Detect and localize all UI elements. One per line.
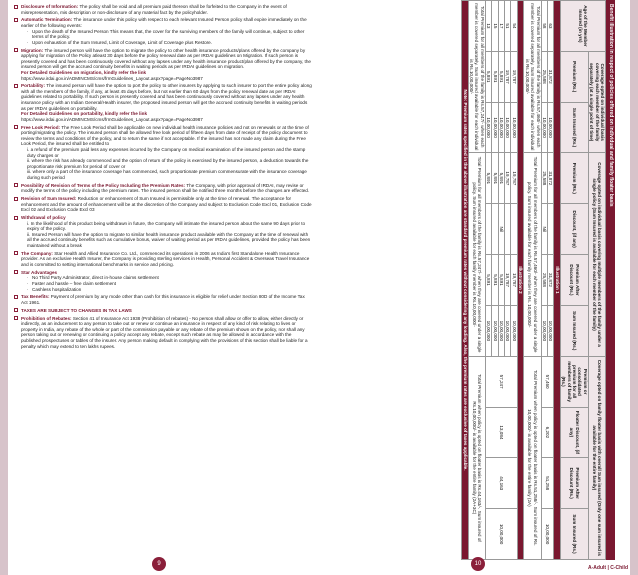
guideline-link-title: For Detailed Guidelines on portability, kindly refer the link (21, 111, 148, 117)
total-note: Total Premium for all members of the family is Rs.57,247/- when each member is covered separately. Sum insured available for each individual is Rs.10,00,000/- (468, 1, 485, 153)
term-section (14, 48, 312, 82)
table-cell: 58 (541, 1, 547, 52)
section-heading: Star Advantages (21, 269, 58, 275)
table-cell (505, 204, 511, 255)
note-row (462, 1, 468, 560)
table-cell: 17 (498, 1, 504, 52)
page-number-left: 9 (152, 557, 166, 571)
total-note: Total Premium for all members of the family is Rs.57,460/- when they are covered under a single policy. Sum insured available for each family member is Rs. 10,00,000/- (524, 153, 541, 356)
table-cell: 31,872 (547, 255, 553, 306)
section-heading: Possibility of Revision of Terms of the Policy Including the Premium Rates: (21, 182, 187, 188)
checkbox-icon (14, 125, 18, 129)
term-section (14, 308, 312, 314)
group-header: Coverage opted on individual basis covering each member of the family separately (at a single point of time) (588, 51, 605, 153)
table-cell: 5,891 (498, 255, 504, 306)
section-text: The insured person will have the option to migrate the policy to other health insurance products/plans offered by the company by applying for migration of the Policy atleast 30 days before the policy renewal date as per IRDAI guidelines on Migration. If such person is presently covered and has been continuously covered without any lapses under any health insurance product/plan offered by the company, the insured person will get the accrued continuity benefits in waiting periods as per IRDAI guidelines on migration. (21, 47, 311, 70)
illustration-band (517, 1, 523, 560)
total-note: Total Premium for all members of the family is Rs.57,247/- when they are covered under a single policy. Sum insured available for each family member is Rs.10,00,000/- (468, 153, 485, 356)
floater-cell: 57,247 (485, 356, 517, 407)
table-cell: 19,787 (505, 255, 511, 306)
table-row (511, 1, 517, 560)
floater-cell: 51,258 (541, 458, 554, 509)
table-cell: 5,891 (492, 255, 498, 306)
section-heading: Revision of Sum Insured: (21, 196, 78, 202)
col-header: Sum Insured (Rs.) (560, 102, 588, 153)
checkbox-icon (14, 197, 18, 201)
numbered-item: iii. where only a part of the insurance coverage has commenced, such proportionate premium commensurate with the insurance coverage during such period (27, 169, 307, 180)
term-section (14, 316, 312, 350)
term-section (14, 294, 312, 305)
total-note: Total Premium for all members of the family is Rs.57,460/- when each member is covered separately. Sum insured available for each individual is Rs.10,00,000/- (524, 1, 541, 153)
floater-cell: 44,163 (485, 458, 517, 509)
guideline-link[interactable]: https://www.irdai.gov.in/ADMINCMS/cms/frmGuidelines_Layout.aspx?page=PageNo3987 (21, 116, 203, 122)
col-header: Discount, (if any) (560, 204, 588, 255)
bullet-item: · Faster and hassle – free claim settlement (27, 281, 312, 287)
checkbox-icon (14, 295, 18, 299)
section-text: The insured person will have the option to port the policy to other insurers by applying to such insurer to port the entire policy along with all the members of the family, if any, at least 45 days before, but not earlier than 60 days from the policy renewal date as per IRDAI guidelines related to portability. If such person is presently covered and has been continuously covered without any lapses under any health insurance policy with an Indian General/Health insurer, the proposed insured person will get the accrued continuity benefits in waiting periods as per IRDAI guidelines on portability. (21, 83, 312, 111)
section-heading: Disclosure of Information: (21, 4, 80, 9)
section-text: Section 41 of Insurance Act 1938 (Prohibition of rebates) - No person shall allow or offer to allow, either directly or indirectly, as an inducement to any person to take out or renew or continue an insurance in respect of any kind of risk relating to lives or property in India, any rebate of the whole or part of the commission payable or any rebate of the premium shown on the policy, nor shall any person taking out or renewing or continuing a policy accept any rebate, except such rebate as may be allowed in accordance with the published prospectuses or tables of the insurer. Any person making default in complying with the provisions of this section shall be liable for a penalty which may extend to ten lakhs rupees. (21, 315, 308, 349)
col-header: Premium or consolidated premium for all members of family (Rs.) (560, 356, 588, 407)
table-cell: 13 (485, 1, 491, 52)
table-cell: 10,00,000 (505, 102, 511, 153)
right-page (319, 0, 638, 575)
checkbox-icon (14, 270, 18, 274)
term-section (14, 183, 312, 194)
section-heading: Migration: (21, 47, 45, 53)
table-cell: 31,872 (547, 153, 553, 204)
table-cell: 19,787 (505, 153, 511, 204)
term-section (14, 4, 312, 15)
table-cell: 15 (492, 1, 498, 52)
page-number-right: 10 (471, 557, 485, 571)
bullet-item: · Upon the death of the Insured Person This means that, the cover for the surviving members of the family will continue, subject to other terms of the policy. (27, 29, 312, 40)
checkbox-icon (14, 308, 18, 312)
policy-terms-list (14, 4, 312, 351)
table-cell: 10,00,000 (547, 305, 553, 356)
table-cell: 63 (547, 1, 553, 52)
table-cell: 5,891 (485, 51, 491, 102)
checkbox-icon (14, 316, 18, 320)
table-cell: 19,787 (511, 51, 517, 102)
totals-row (468, 1, 485, 560)
table-cell: 10,00,000 (541, 305, 547, 356)
table-cell: 5,891 (498, 51, 504, 102)
table-cell: 10,00,000 (492, 102, 498, 153)
col-header: Premium (Rs.) (560, 51, 588, 102)
illustration-label: Illustration 1 (554, 1, 560, 560)
section-heading: Automatic Termination: (21, 17, 74, 23)
premium-note: Note: Premium rates specified in the above illustration are standard premium rates without considering any loading. Also, the premium rates are exclusive of taxes applicable. (462, 1, 468, 560)
illustration-label: Illustration 2 (517, 1, 523, 560)
right-decor-bar (630, 0, 638, 575)
table-cell: 10,00,000 (511, 102, 517, 153)
col-header: Age of the Member Insured (in yrs) (560, 1, 605, 52)
term-section (14, 83, 312, 122)
floater-cell: 6,202 (541, 407, 554, 458)
col-header: Sum Insured (Rs.) (560, 305, 588, 356)
table-cell (511, 204, 517, 255)
table-cell: 10,00,000 (492, 305, 498, 356)
table-cell: Nil (541, 204, 547, 255)
col-header: Premium (Rs.) (560, 153, 588, 204)
col-header: Premium After Discount (Rs.) (560, 255, 588, 306)
table-cell: 10,00,000 (498, 102, 504, 153)
table-cell: Nil (498, 204, 504, 255)
col-header: Premium After Discount (Rs.) (560, 458, 588, 509)
checkbox-icon (14, 84, 18, 88)
section-text: The Company, with prior approval of IRDAI, may revise or modify the terms of the policy including the premium rates. The insured person shall be notified three months before the changes are effected. (21, 182, 310, 194)
table-cell: 25,588 (541, 153, 547, 204)
term-section (14, 251, 312, 268)
section-heading: Portability: (21, 83, 47, 89)
floater-cell: 13,084 (485, 407, 517, 458)
table-cell: 5,891 (492, 153, 498, 204)
term-section (14, 125, 312, 181)
term-section (14, 196, 312, 213)
term-section (14, 17, 312, 45)
section-text: The policy shall be void and all premium paid thereon shall be forfeited to the Company in the event of misrepresentation, mis description or non-disclosure of any material fact by the policyholder. (21, 4, 287, 15)
section-heading: TAXES ARE SUBJECT TO CHANGES IN TAX LAWS (21, 307, 132, 313)
table-cell: 5,891 (485, 153, 491, 204)
section-text: The insurance under this policy with respect to each relevant Insured Person policy shall expire immediately on the earlier of the following events: (21, 17, 307, 28)
section-text: Payment of premium by any mode other than cash for this insurance is eligible for relief under Section 80D of the Income Tax Act 1961. (21, 294, 305, 305)
numbered-item: ii. where the risk has already commenced and the option of return of the policy is exercised by the insured person, a deduction towards the proportionate risk premium for period of cover or (27, 158, 309, 169)
numbered-item: i. a refund of the premium paid less any expenses incurred by the Company on medical examination of the insured person and the stamp duty charges or (27, 147, 306, 158)
table-cell: 54 (511, 1, 517, 52)
checkbox-icon (14, 48, 18, 52)
table-cell (547, 204, 553, 255)
table-cell: 10,00,000 (505, 305, 511, 356)
guideline-link[interactable]: https://www.irdai.gov.in/ADMINCMS/cms/frmGuidelines_Layout.aspx?page=PageNo3987 (21, 75, 203, 81)
table-cell: 10,00,000 (511, 305, 517, 356)
illustration-table (461, 0, 606, 560)
illustration-band (554, 1, 560, 560)
floater-cell: 57,460 (541, 356, 554, 407)
table-cell: 10,00,000 (547, 102, 553, 153)
table-cell (492, 204, 498, 255)
section-heading: Free Look Period: (21, 124, 62, 130)
checkbox-icon (14, 18, 18, 22)
numbered-item: i. In the likelihood of this product being withdrawn in future, the Company will intimate the insured person about the same 90 days prior to expiry of the policy. (27, 220, 306, 232)
term-section (14, 270, 312, 292)
checkbox-icon (14, 183, 18, 187)
floater-cell: 10,00,000 (541, 509, 554, 560)
table-cell: 19,787 (505, 51, 511, 102)
table-cell (485, 204, 491, 255)
table-cell: 10,00,000 (485, 305, 491, 356)
section-heading: The Company: (21, 250, 55, 256)
table-cell: 5,891 (485, 255, 491, 306)
group-header: Coverage opted on individual basis covering multiple members of the family under a single policy (Sum Insured is available for each member of the family) (588, 153, 605, 356)
table-cell: 10,00,000 (485, 102, 491, 153)
checkbox-icon (14, 5, 18, 9)
table-row (547, 1, 553, 560)
table-cell: 5,891 (492, 51, 498, 102)
bullet-item: · Cashless hospitalization (27, 287, 312, 293)
col-header: Floater Discount, (if any) (560, 407, 588, 458)
table-cell: 25,588 (541, 51, 547, 102)
table-cell: 5,891 (498, 153, 504, 204)
bullet-item: · No Third Party Administrator, direct in-house claims settlement (27, 275, 312, 281)
section-heading: Withdrawal of policy (21, 215, 66, 221)
totals-row (524, 1, 541, 560)
guideline-link-title: For Detailed Guidelines on migration, kindly refer the link (21, 69, 147, 75)
illustration-title: Benefit illustration in respect of policies offered on individual and family floater basis (606, 0, 615, 560)
section-heading: Prohibition of Rebates: (21, 315, 73, 321)
table-cell: 10,00,000 (541, 102, 547, 153)
term-section (14, 215, 312, 249)
table-cell: 19,787 (511, 255, 517, 306)
col-header: Sum Insured (Rs.) (560, 509, 588, 560)
benefit-illustration (319, 0, 615, 560)
table-cell: 10,00,000 (498, 305, 504, 356)
age-code-legend: A-Adult | C-Child (588, 565, 628, 571)
floater-cell: 10,00,000 (485, 509, 517, 560)
column-header-row (560, 1, 588, 560)
table-cell: 19,787 (511, 153, 517, 204)
section-text: Star Health and Allied Insurance Co. Ltd., commenced its operations in 2006 as India's first Standalone Health Insurance provider. As an exclusive Health Insurer, the Company is providing sterling services in Health, Personal Accident & Overseas Travel Insurance and is committed to setting international benchmarks in service and pricing. (21, 250, 310, 268)
table-cell: 31,872 (547, 51, 553, 102)
total-note: Total Premium when policy is opted on floater basis is Rs.44,163/-. Sum insured of Rs.10,00,000/- is available for the entire family (2A+3C) (468, 356, 485, 559)
left-decor-bar (0, 0, 8, 575)
bullet-item: · Upon exhaustion of the Sum Insured, Limit of Coverage, Limit of Coverage plus Restore. (27, 40, 312, 46)
section-heading: Tax Benefits: (21, 294, 51, 300)
checkbox-icon (14, 251, 18, 255)
section-text: The Free Look Period shall be applicable on new individual health insurance policies and not on renewals or at the time of porting/migrating the policy. The insured person shall be allowed free look period of fifteen days from date of receipt of the policy document to review the terms and conditions of the policy, and to return the same if not acceptable. If the insured has not made any claim during the Free Look Period, the insured shall be entitled to (21, 124, 309, 147)
group-header: Coverage opted on family floater basis with overall Sum insured (Only one sum insured is available for the entire family) (588, 356, 605, 559)
section-text: Reduction or enhancement of Sum Insured is permissible only at the time of renewal. The acceptance for enhancement and the amount of enhancement will be at the discretion of the Company and subject to Exclusion Code Excl 01, Exclusion Code Excl 02 and Exclusion Code Excl 03 (21, 196, 312, 213)
total-note: Total Premium when policy is opted on floater basis is Rs.51,258/-. Sum insured of Rs. 10,00,000/- is available for the entire family (2A) (524, 356, 541, 559)
group-header-row (588, 1, 605, 560)
checkbox-icon (14, 216, 18, 220)
table-cell: 25,588 (541, 255, 547, 306)
table-cell: 51 (505, 1, 511, 52)
numbered-item: ii. Insured Person will have the option to migrate to similar health insurance product available with the Company at the time of renewal with all the accrued continuity benefits such as cumulative bonus, waiver of waiting period as per IRDAI guidelines, provided the policy has been maintained without a break (27, 231, 311, 249)
